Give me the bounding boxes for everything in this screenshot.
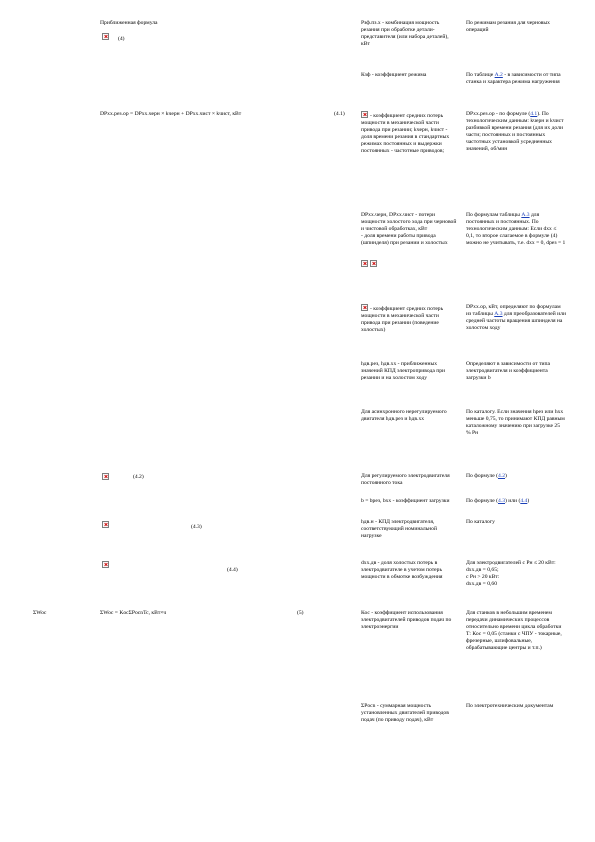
broken-image-icon [102,561,109,568]
table-link[interactable]: А.2 [494,72,503,78]
table-row-12-left: Кос - коэффициент использования электродвигателей приводов подач по электроэнергии [361,610,452,630]
table-row-13-right: По электротехническим документам [466,703,554,709]
equation-number: (4) [118,36,125,42]
table-row-7-left: Для асинхронного нерегулируемого двигателя hдв.peз и hдв.хх [361,409,447,422]
equation-number: (5) [297,610,304,616]
table-row-9-left: b = bpeз, bхх - коэффициент загрузки [361,498,450,504]
table-row-11-right: Для электродвигателей с Рн ≤ 20 кВт: dxx.дв = 0,65; с Рн > 20 кВт: dxx.дв = 0,60 [466,560,556,587]
formula-link[interactable]: 4.3 [498,498,505,504]
table-row-1-left: Рзф.пз.х - комбинация мощность резания при обработке детали-представителя (или набора деталей), кВт [361,20,449,47]
broken-image-icon [102,33,109,40]
table-row-7-right: По каталогу. Если значения hpeз или hxx меньше 0,75, то принимают КПД равным каталожному значению при загрузке 25 % Рн [466,409,565,436]
main-formula: DPxx.peз.op = DPxx.чepн × kчepн + DPxx.чист × kчист, кВт [100,111,242,117]
table-row-6-left: hдв.peз, hдв.хх - приближенных значений КПД электропривода при резании и на холостом ходу [361,361,445,381]
table-row-8-left: Для регулируемого электродвигателя постоянного тока [361,473,450,486]
broken-image-icon [361,304,368,311]
table-row-5-left: - коэффициент средних потерь мощности в механической части привода при резании (поведение холостых) [361,306,444,333]
broken-image-icon [361,111,368,118]
table-link[interactable]: А.3 [521,212,530,218]
broken-image-icon [370,260,377,267]
formula-5: ΣWoc = KocΣPocnTc, кВт×ч [100,610,167,616]
formula-link[interactable]: 4.2 [498,473,505,479]
table-row-8-right: По формуле (4.2) [466,473,507,479]
equation-number: (4.2) [133,474,144,480]
table-row-4-left: DPxx.чepн, DPxx.чист - потери мощности холостого хода при черновой и чистовой обработках, кВт - доля времени работы привода (шпинделя) при резании и холостых [361,212,457,246]
table-row-10-right: По каталогу [466,519,495,525]
broken-image-icon [102,473,109,480]
table-row-12-right: Для станков в небольшим временем передачи динамических процессов относительно времени цикла обработки Т: Кос = 0,05 (станки с ЧПУ - токарные, фрезерные, шлифовальные, обрабатывающие центры и т.п.) [466,610,562,651]
section-label: ΣWoc [33,610,47,616]
formula-link[interactable]: 4.4 [520,498,528,504]
broken-image-icon [361,260,368,267]
table-link[interactable]: А.3 [494,311,503,317]
equation-number: (4.1) [334,111,345,117]
table-row-11-left: dxx.дв - доля холостых потерь в электродвигателе в учетом потерь мощности в обмотке возбуждения [361,560,443,580]
broken-image-icon [102,521,109,528]
intro-text: Приближенная формула [100,20,158,26]
table-row-2-right: По таблице А.2 - в зависимости от типа станка и характера режима нагружения [466,72,561,85]
table-row-9-right: По формуле (4.3) или (4.4) [466,498,530,504]
table-row-1-right: По режимам резания для черновых операций [466,20,550,33]
table-row-3-left: - коэффициент средних потерь мощности в механической части привода при резании; kчерн, kчист - доля времени резания в стандартных режимах постоянных и выдержки постоянных - частотные приводов; [361,113,450,154]
formula-link[interactable]: 4.1 [530,111,538,117]
table-row-13-left: ΣPocn - суммарная мощность установленных двигателей приводов подач (по приводу подач), кВт [361,703,449,723]
table-row-5-right: DPxx.op, кВт, определяют по формулам из таблицы А.3 для преобразователей или средней частоты вращения шпинделя на холостом ходу [466,304,566,331]
table-row-2-left: Кзф - коэффициент режима [361,72,427,78]
table-row-4-right: По формулам таблицы А.3 для постоянных и постоянных. По технологическим данным: Если dxx ≤ 0,1, то второе слагаемое в формуле (4) можно не учитывать, т.е. dxx = 0, dpeз = 1 [466,212,566,246]
equation-number: (4.3) [191,524,202,530]
equation-number: (4.4) [227,567,238,573]
table-row-10-left: hдв.н - КПД электродвигателя, соответствующий номинальной нагрузке [361,519,437,539]
table-row-6-right: Определяют в зависимости от типа электродвигателя и коэффициента загрузки b [466,361,550,381]
table-row-3-right: DPxx.peз.op - по формуле (4.1). По технологическим данным: kчерн и kчист разбивкой времени резания (для их доли части; постоянных и постоянных частотных установкой усредненных значений, об/мин [466,111,564,152]
